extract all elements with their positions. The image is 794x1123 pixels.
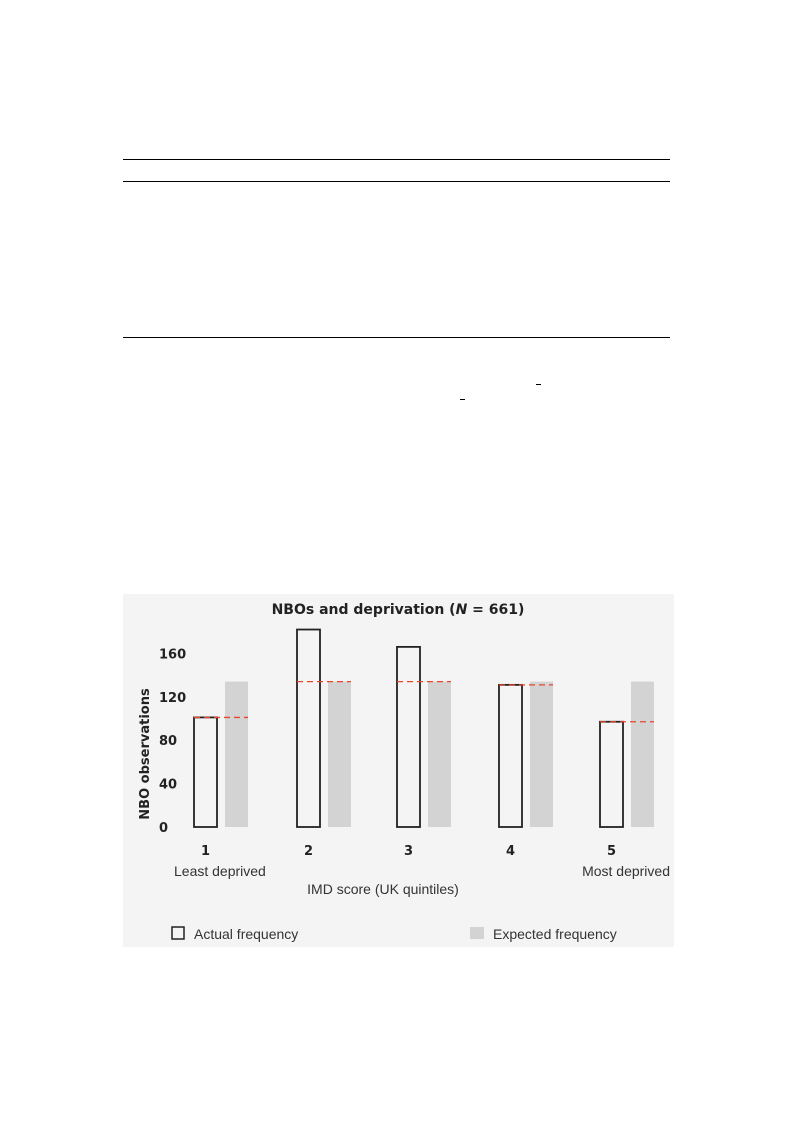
y-tick-label: 120 <box>159 690 187 706</box>
legend-actual-swatch <box>172 927 184 939</box>
actual-frequency-bar <box>600 722 623 827</box>
actual-frequency-bar <box>499 685 522 827</box>
actual-frequency-bar <box>397 647 420 827</box>
x-tick-label: 3 <box>403 844 414 859</box>
actual-frequency-bar <box>194 717 217 827</box>
y-tick-label: 160 <box>159 647 187 663</box>
legend-expected-label: Expected frequency <box>493 926 617 942</box>
most-deprived-note: Most deprived <box>582 863 670 879</box>
x-tick-label: 4 <box>505 844 516 859</box>
expected-frequency-bar <box>428 682 451 827</box>
text-mark <box>536 384 541 385</box>
table-bottom-rule <box>123 337 670 338</box>
least-deprived-note: Least deprived <box>174 863 266 879</box>
table-top-rule <box>123 159 670 160</box>
bars-group <box>194 630 654 827</box>
legend-actual-label: Actual frequency <box>194 926 299 942</box>
actual-frequency-bar <box>297 630 320 827</box>
chart-figure <box>123 594 674 947</box>
text-mark <box>460 399 465 400</box>
x-axis-ticks <box>201 844 616 859</box>
expected-frequency-bar <box>328 682 351 827</box>
y-axis-label: NBO observations <box>138 688 153 820</box>
x-tick-label: 5 <box>606 844 617 859</box>
expected-frequency-bar <box>631 682 654 827</box>
chart-title: NBOs and deprivation (N = 661) <box>271 602 525 618</box>
expected-frequency-bar <box>225 682 248 827</box>
table-header-rule <box>123 181 670 182</box>
chart-svg <box>123 594 674 947</box>
y-axis-ticks <box>159 647 186 836</box>
y-tick-label: 80 <box>159 734 178 750</box>
y-tick-label: 40 <box>159 777 178 793</box>
x-tick-label: 1 <box>200 844 211 859</box>
x-tick-label: 2 <box>303 844 314 859</box>
x-axis-label: IMD score (UK quintiles) <box>307 881 459 897</box>
y-tick-label: 0 <box>159 821 169 836</box>
expected-frequency-bar <box>530 682 553 827</box>
legend-expected-swatch <box>470 927 484 939</box>
